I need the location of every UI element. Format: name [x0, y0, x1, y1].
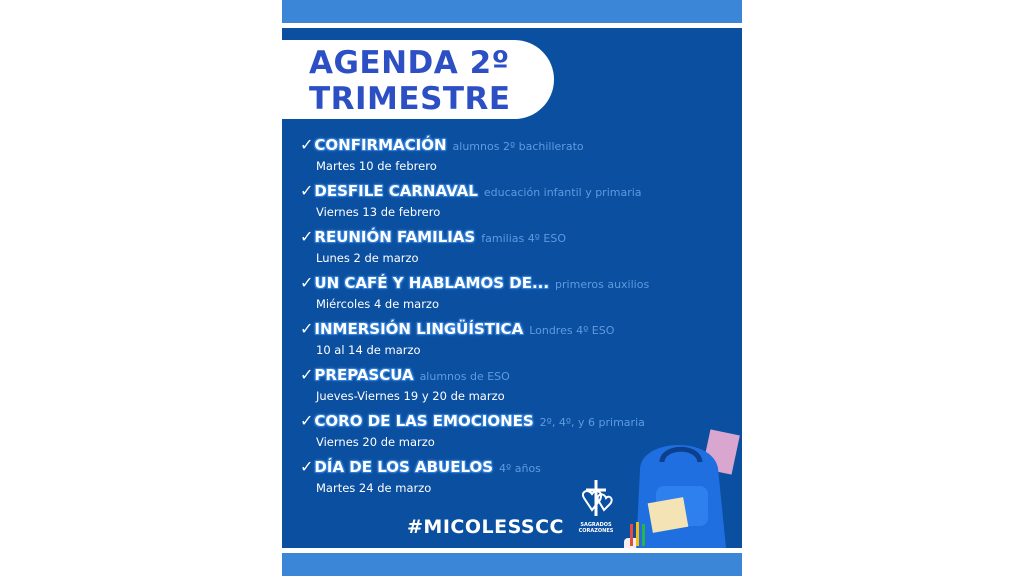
title-line-2: TRIMESTRE	[309, 81, 511, 117]
event-date: Martes 24 de marzo	[316, 481, 432, 495]
event-name: CORO DE LAS EMOCIONES	[314, 412, 534, 430]
title-box	[282, 40, 554, 119]
event-name: CONFIRMACIÓN	[314, 136, 447, 154]
event-audience: Londres 4º ESO	[529, 324, 615, 337]
event-item	[300, 317, 740, 363]
event-item	[300, 363, 740, 409]
event-date: Jueves-Viernes 19 y 20 de marzo	[316, 389, 505, 403]
event-audience: 4º años	[499, 462, 541, 475]
poster-title	[309, 45, 511, 117]
event-name: PREPASCUA	[314, 366, 414, 384]
title-line-1: AGENDA 2º	[309, 45, 510, 81]
event-date: Viernes 13 de febrero	[316, 205, 441, 219]
event-item	[300, 225, 740, 271]
event-audience: 2º, 4º, y 6 primaria	[539, 416, 645, 429]
event-name: DÍA DE LOS ABUELOS	[314, 458, 494, 476]
event-item	[300, 179, 740, 225]
event-audience: familias 4º ESO	[481, 232, 566, 245]
check-icon: ✓	[300, 135, 314, 154]
event-name: DESFILE CARNAVAL	[314, 182, 478, 200]
event-date: Lunes 2 de marzo	[316, 251, 419, 265]
school-logo	[566, 478, 626, 544]
top-band	[282, 0, 742, 23]
logo-line-2: CORAZONES	[578, 528, 614, 534]
check-icon: ✓	[300, 411, 314, 430]
event-item	[300, 271, 740, 317]
check-icon: ✓	[300, 227, 314, 246]
check-icon: ✓	[300, 181, 314, 200]
check-icon: ✓	[300, 273, 314, 292]
event-audience: primeros auxilios	[555, 278, 650, 291]
event-date: 10 al 14 de marzo	[316, 343, 421, 357]
event-name: UN CAFÉ Y HABLAMOS DE...	[314, 274, 550, 292]
check-icon: ✓	[300, 457, 314, 476]
sacred-hearts-icon	[578, 478, 614, 518]
event-date: Martes 10 de febrero	[316, 159, 437, 173]
hashtag: #MICOLESSCC	[407, 516, 564, 538]
event-item	[300, 133, 740, 179]
check-icon: ✓	[300, 319, 314, 338]
logo-line-1: SAGRADOS	[580, 522, 612, 528]
event-audience: educación infantil y primaria	[483, 186, 642, 199]
bottom-band	[282, 553, 742, 576]
event-name: INMERSIÓN LINGÜÍSTICA	[314, 320, 524, 338]
event-audience: alumnos 2º bachillerato	[452, 140, 584, 153]
top-divider	[282, 23, 742, 28]
agenda-poster	[282, 0, 742, 576]
check-icon: ✓	[300, 365, 314, 384]
event-date: Viernes 20 de marzo	[316, 435, 435, 449]
event-audience: alumnos de ESO	[419, 370, 510, 383]
event-date: Miércoles 4 de marzo	[316, 297, 439, 311]
event-name: REUNIÓN FAMILIAS	[314, 228, 476, 246]
